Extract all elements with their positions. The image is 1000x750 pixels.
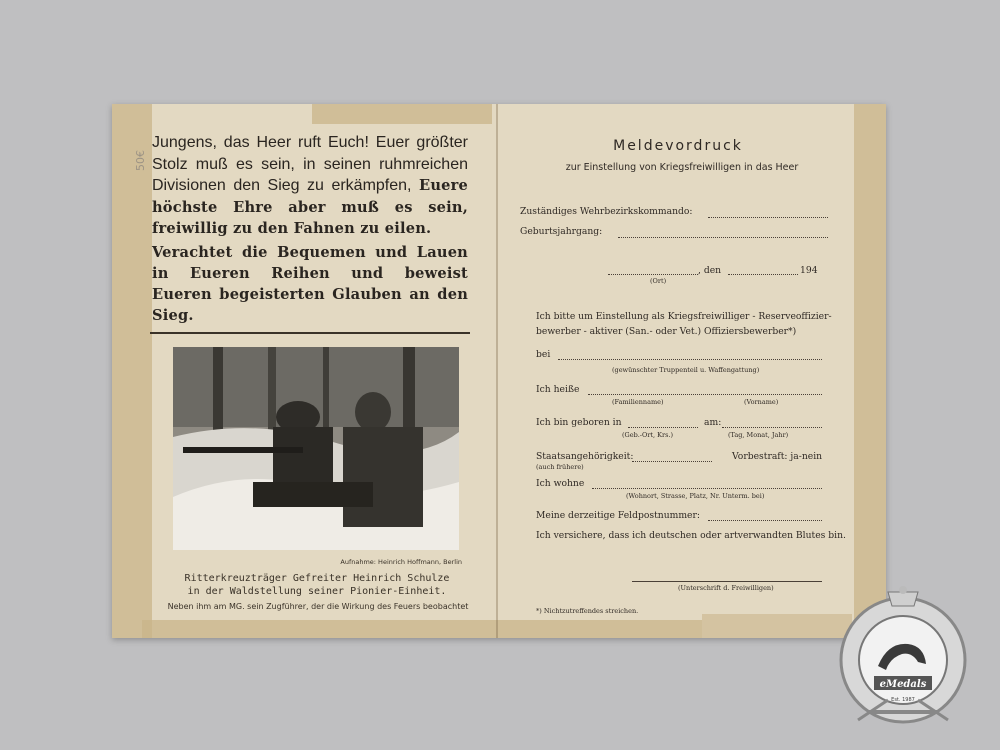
line-birthdate[interactable] xyxy=(722,427,822,428)
caption-line-2: in der Waldstellung seiner Pionier-Einheit. xyxy=(187,586,447,597)
soldier-photo xyxy=(173,347,459,550)
caption-line-1: Ritterkreuzträger Gefreiter Heinrich Schulze xyxy=(184,573,450,584)
form-subtitle: zur Einstellung von Kriegsfreiwilligen in das Heer xyxy=(565,162,799,173)
label-geburtsjahrgang: Geburtsjahrgang: xyxy=(520,226,603,237)
label-feldpost: Meine derzeitige Feldpostnummer: xyxy=(536,510,700,521)
line-nationality[interactable] xyxy=(632,461,712,462)
svg-text:eMedals: eMedals xyxy=(879,679,927,690)
label-wohnort-hint: (Wohnort, Strasse, Platz, Nr. Unterm. bei) xyxy=(626,492,765,500)
line-name[interactable] xyxy=(588,394,822,395)
line-feldpost[interactable] xyxy=(708,520,822,521)
label-wohne: Ich wohne xyxy=(536,478,585,489)
page-fold xyxy=(496,104,498,638)
caption-line-3: Neben ihm am MG. sein Zugführer, der die Wirkung des Feuers beobachtet xyxy=(167,602,469,611)
intro-text: Jungens, das Heer ruft Euch! Euer größter Stolz muß es sein, in seinen ruhmreichen Divisionen den Sieg zu erkämpfen, xyxy=(152,134,468,194)
line-date[interactable] xyxy=(728,274,798,275)
label-year: 194 xyxy=(800,265,818,276)
label-vorname: (Vorname) xyxy=(744,398,779,406)
label-wehrbezirk: Zuständiges Wehrbezirkskommando: xyxy=(520,206,693,217)
label-am: am: xyxy=(704,417,722,428)
label-tag-monat-jahr: (Tag, Monat, Jahr) xyxy=(728,431,789,439)
pencil-note: 50€ xyxy=(134,150,147,171)
label-staatsangehoerigkeit: Staatsangehörigkeit: xyxy=(536,451,634,462)
left-page-text xyxy=(152,132,468,326)
label-auch-fruehere: (auch frühere) xyxy=(536,463,584,471)
photo-credit: Aufnahme: Heinrich Hoffmann, Berlin xyxy=(340,558,462,566)
line-wehrbezirk[interactable] xyxy=(708,217,828,218)
line-signature[interactable] xyxy=(632,581,822,582)
registration-form xyxy=(508,104,886,638)
footnote: *) Nichtzutreffendes streichen. xyxy=(536,607,639,615)
declaration-text: Ich versichere, dass ich deutschen oder artverwandten Blutes bin. xyxy=(536,530,846,541)
label-geb-ort: (Geb.-Ort, Krs.) xyxy=(622,431,674,439)
label-bei: bei xyxy=(536,349,551,360)
line-bei[interactable] xyxy=(558,359,822,360)
photo-illustration xyxy=(173,347,459,550)
appeal-text: Verachtet die Bequemen und Lauen in Eueren Reihen und beweist Eueren begeisterten Glauben an den Sieg. xyxy=(152,243,468,324)
line-birthplace[interactable] xyxy=(628,427,698,428)
request-line-1: Ich bitte um Einstellung als Kriegsfreiwilliger - Reserveoffizier- xyxy=(536,311,832,322)
tape-top-center xyxy=(312,104,492,124)
label-geboren-in: Ich bin geboren in xyxy=(536,417,622,428)
label-bei-hint: (gewünschter Truppenteil u. Waffengattung) xyxy=(612,366,760,374)
label-heisse: Ich heiße xyxy=(536,384,580,395)
line-ort[interactable] xyxy=(608,274,698,275)
label-familienname: (Familienname) xyxy=(612,398,664,406)
label-ort-hint: (Ort) xyxy=(650,277,667,285)
document-sheet xyxy=(112,104,886,638)
label-den: , den xyxy=(698,265,722,276)
honor-text: Euere höchste Ehre aber muß es sein, freiwillig zu den Fahnen zu eilen. xyxy=(152,177,469,237)
form-title: Meldevordruck xyxy=(613,138,743,154)
request-line-2: bewerber - aktiver (San.- oder Vet.) Offiziersbewerber*) xyxy=(536,326,797,337)
emedals-logo xyxy=(828,580,978,730)
photo-caption xyxy=(172,572,462,598)
divider-rule xyxy=(150,332,470,334)
tape-top-left xyxy=(112,104,152,638)
intro-paragraph xyxy=(152,132,468,240)
line-geburtsjahrgang[interactable] xyxy=(618,237,828,238)
svg-text:Est. 1987: Est. 1987 xyxy=(891,697,915,703)
label-unterschrift: (Unterschrift d. Freiwilligen) xyxy=(678,584,774,592)
label-vorbestraft: Vorbestraft: ja-nein xyxy=(732,451,823,462)
line-address[interactable] xyxy=(592,488,822,489)
